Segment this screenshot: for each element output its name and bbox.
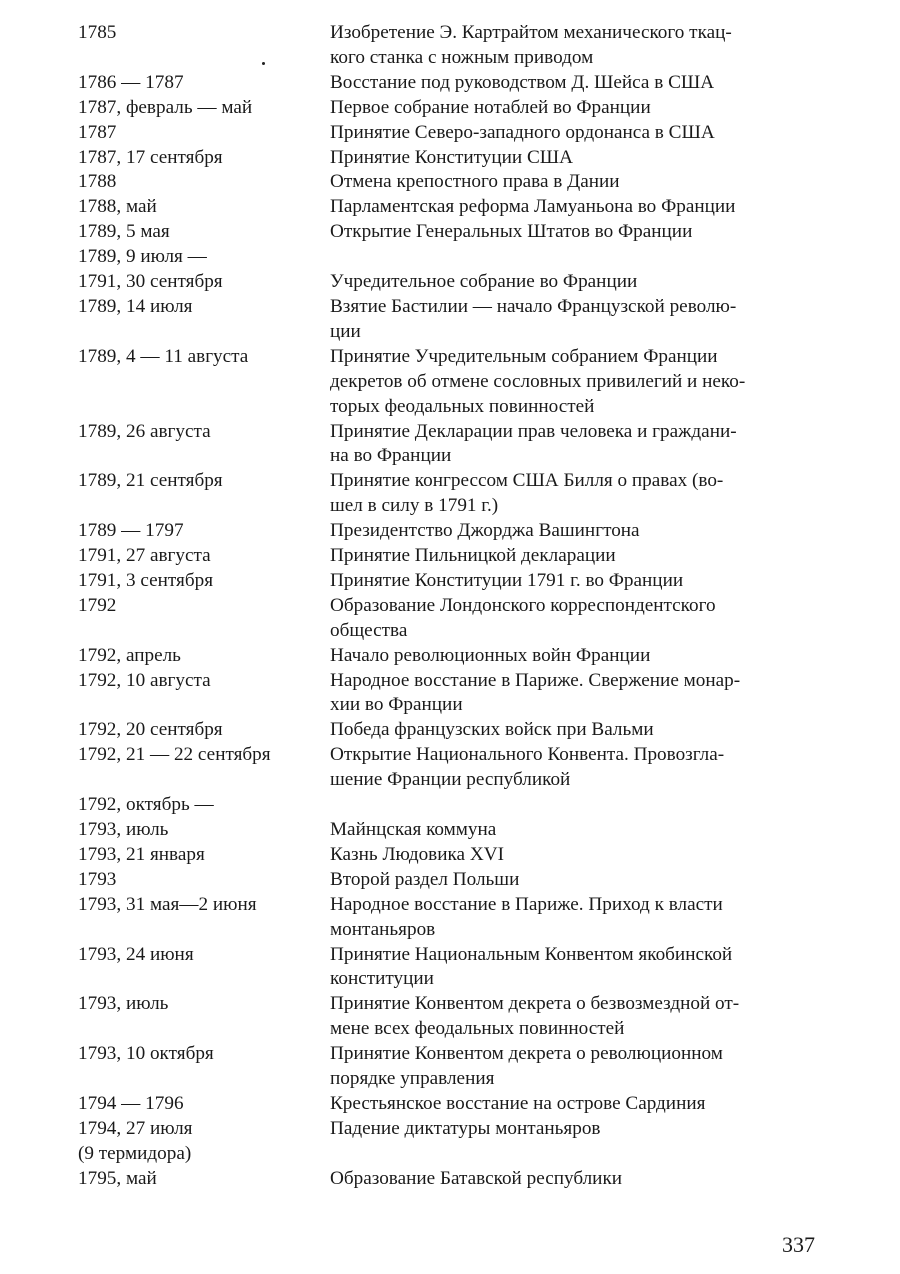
event-line: Принятие Декларации прав человека и граждани- [330,420,737,442]
event-date: 1793, 24 июня [78,943,194,965]
event-line: Казнь Людовика XVI [330,843,504,865]
chronology-row [78,121,838,146]
chronology-row [78,743,838,793]
chronology-row [78,569,838,594]
chronology-row [78,868,838,893]
event-line: порядке управления [330,1068,495,1090]
event-description [330,793,838,818]
event-description [330,1092,838,1117]
chronology-row [78,718,838,743]
event-date: 1792, октябрь — [78,794,214,816]
event-description [330,96,838,121]
chronology-row [78,644,838,669]
event-line: Открытие Национального Конвента. Провозгла- [330,744,725,766]
event-description [330,195,838,220]
event-description [330,818,838,843]
event-line: Крестьянское восстание на острове Сардиния [330,1092,706,1114]
chronology-row [78,519,838,544]
event-line: Принятие конгрессом США Билля о правах (во- [330,470,724,492]
event-description [330,1042,838,1092]
event-description [330,245,838,270]
event-line: Первое собрание нотаблей во Франции [330,96,651,118]
event-line: кого станка с ножным приводом [330,46,594,68]
chronology-row [78,893,838,943]
event-line: Принятие Конституции США [330,146,573,168]
event-date: 1791, 30 сентября [78,271,223,293]
event-date: 1789, 26 августа [78,420,211,442]
chronology-row [78,843,838,868]
event-date: 1794, 27 июля [78,1117,193,1139]
event-description [330,743,838,793]
event-date: 1792, 21 — 22 сентября [78,744,271,766]
event-line: Принятие Конституции 1791 г. во Франции [330,569,684,591]
chronology-row [78,669,838,719]
event-line: Отмена крепостного права в Дании [330,171,620,193]
event-date: 1786 — 1787 [78,71,184,93]
event-description [330,669,838,719]
chronology-row [78,544,838,569]
event-description [330,469,838,519]
event-description [330,420,838,470]
chronology-row [78,420,838,470]
event-line: Образование Батавской республики [330,1167,623,1189]
event-line: Победа французских войск при Вальми [330,719,654,741]
event-description [330,893,838,943]
event-line: Начало революционных войн Франции [330,644,651,666]
event-line [330,245,838,270]
chronology-row [78,295,838,345]
event-date: 1794 — 1796 [78,1092,184,1114]
event-line: на во Франции [330,445,452,467]
event-date: 1791, 3 сентября [78,569,214,591]
chronology-row [78,1117,838,1142]
event-line [330,793,838,818]
event-description [330,71,838,96]
event-date: 1789, 4 — 11 августа [78,345,249,367]
event-date: 1793 [78,868,117,890]
chronology-row [78,21,838,71]
event-description [330,21,838,71]
event-date: 1793, июль [78,819,169,840]
event-line: Принятие Национальным Конвентом якобинской [330,943,733,965]
chronology-row [78,818,838,843]
chronology-row [78,1042,838,1092]
event-date: 1792, 20 сентября [78,719,223,741]
event-date: (9 термидора) [78,1142,192,1164]
event-line: Восстание под руководством Д. Шейса в США [330,71,715,93]
chronology-row [78,146,838,171]
event-date: 1791, 27 августа [78,545,211,567]
event-date: 1793, июль [78,993,169,1015]
event-date: 1793, 21 января [78,843,205,865]
event-line: хии во Франции [330,694,463,716]
event-description [330,992,838,1042]
chronology-row [78,992,838,1042]
event-date: 1795, май [78,1167,157,1189]
event-line: Второй раздел Польши [330,868,520,890]
event-line: Парламентская реформа Ламуаньона во Франции [330,196,736,218]
chronology-row [78,96,838,121]
chronology-row [78,594,838,644]
chronology-row [78,170,838,195]
event-date: 1792, апрель [78,644,181,666]
chronology-row [78,1092,838,1117]
event-description [330,1167,838,1192]
event-line: конституции [330,968,434,990]
event-date: 1793, 10 октября [78,1043,214,1065]
event-description [330,644,838,669]
event-line: шел в силу в 1791 г.) [330,495,499,517]
page-number: 337 [782,1232,815,1257]
event-date: 1787, 17 сентября [78,146,223,168]
chronology-row [78,345,838,420]
chronology-row [78,793,838,818]
event-description [330,295,838,345]
event-description [330,943,838,993]
event-description [330,544,838,569]
event-line: Взятие Бастилии — начало Французской револю- [330,295,737,317]
event-line: торых феодальных повинностей [330,395,595,417]
event-line: ции [330,320,361,342]
event-date: 1788 [78,171,117,193]
event-description [330,345,838,420]
event-description [330,569,838,594]
event-line: Принятие Пильницкой декларации [330,545,616,567]
event-line: мене всех феодальных повинностей [330,1018,625,1040]
event-date: 1787, февраль — май [78,96,253,118]
event-date: 1789, 14 июля [78,295,193,317]
chronology-row [78,943,838,993]
event-description [330,519,838,544]
event-date: 1793, 31 мая—2 июня [78,893,257,915]
event-description [330,843,838,868]
event-date: 1789, 9 июля — [78,246,207,268]
event-line: Принятие Учредительным собранием Франции [330,345,718,367]
event-line: общества [330,619,408,641]
event-line: декретов об отмене сословных привилегий и неко- [330,370,746,392]
event-description [330,270,838,295]
event-date: 1792, 10 августа [78,669,211,691]
event-line: Народное восстание в Париже. Приход к власти [330,893,723,915]
event-description [330,146,838,171]
event-line: Майнцская коммуна [330,819,497,840]
chronology-row [78,220,838,245]
event-description [330,868,838,893]
chronology-row [78,270,838,295]
event-line: шение Франции республикой [330,769,571,791]
event-line: Президентство Джорджа Вашингтона [330,520,640,542]
event-description [330,1142,838,1167]
chronology-row [78,71,838,96]
event-line: Учредительное собрание во Франции [330,271,638,293]
event-date: 1789 — 1797 [78,520,184,542]
event-line: Открытие Генеральных Штатов во Франции [330,221,693,243]
event-date: 1788, май [78,196,157,218]
event-line [330,1142,838,1167]
chronology-row [78,1167,838,1192]
event-line: монтаньяров [330,918,436,940]
event-description [330,1117,838,1142]
chronology-row [78,245,838,270]
event-date: 1789, 21 сентября [78,470,223,492]
event-line: Народное восстание в Париже. Свержение монар- [330,669,741,691]
chronology-table [78,21,838,1192]
event-description [330,594,838,644]
chronology-row [78,195,838,220]
event-date: 1792 [78,594,117,616]
event-description [330,220,838,245]
chronology-row [78,469,838,519]
event-date: 1785 [78,22,117,43]
event-line: Принятие Конвентом декрета о революционном [330,1043,723,1065]
event-description [330,718,838,743]
event-line: Падение диктатуры монтаньяров [330,1117,601,1139]
event-line: Изобретение Э. Картрайтом механического ткац- [330,22,732,43]
event-date: 1787 [78,121,117,143]
event-date: 1789, 5 мая [78,221,170,243]
event-description [330,121,838,146]
event-line: Принятие Северо-западного ордонанса в США [330,121,715,143]
chronology-row [78,1142,838,1167]
event-line: Образование Лондонского корреспондентского [330,594,716,616]
event-line: Принятие Конвентом декрета о безвозмездной от- [330,993,740,1015]
event-description [330,170,838,195]
